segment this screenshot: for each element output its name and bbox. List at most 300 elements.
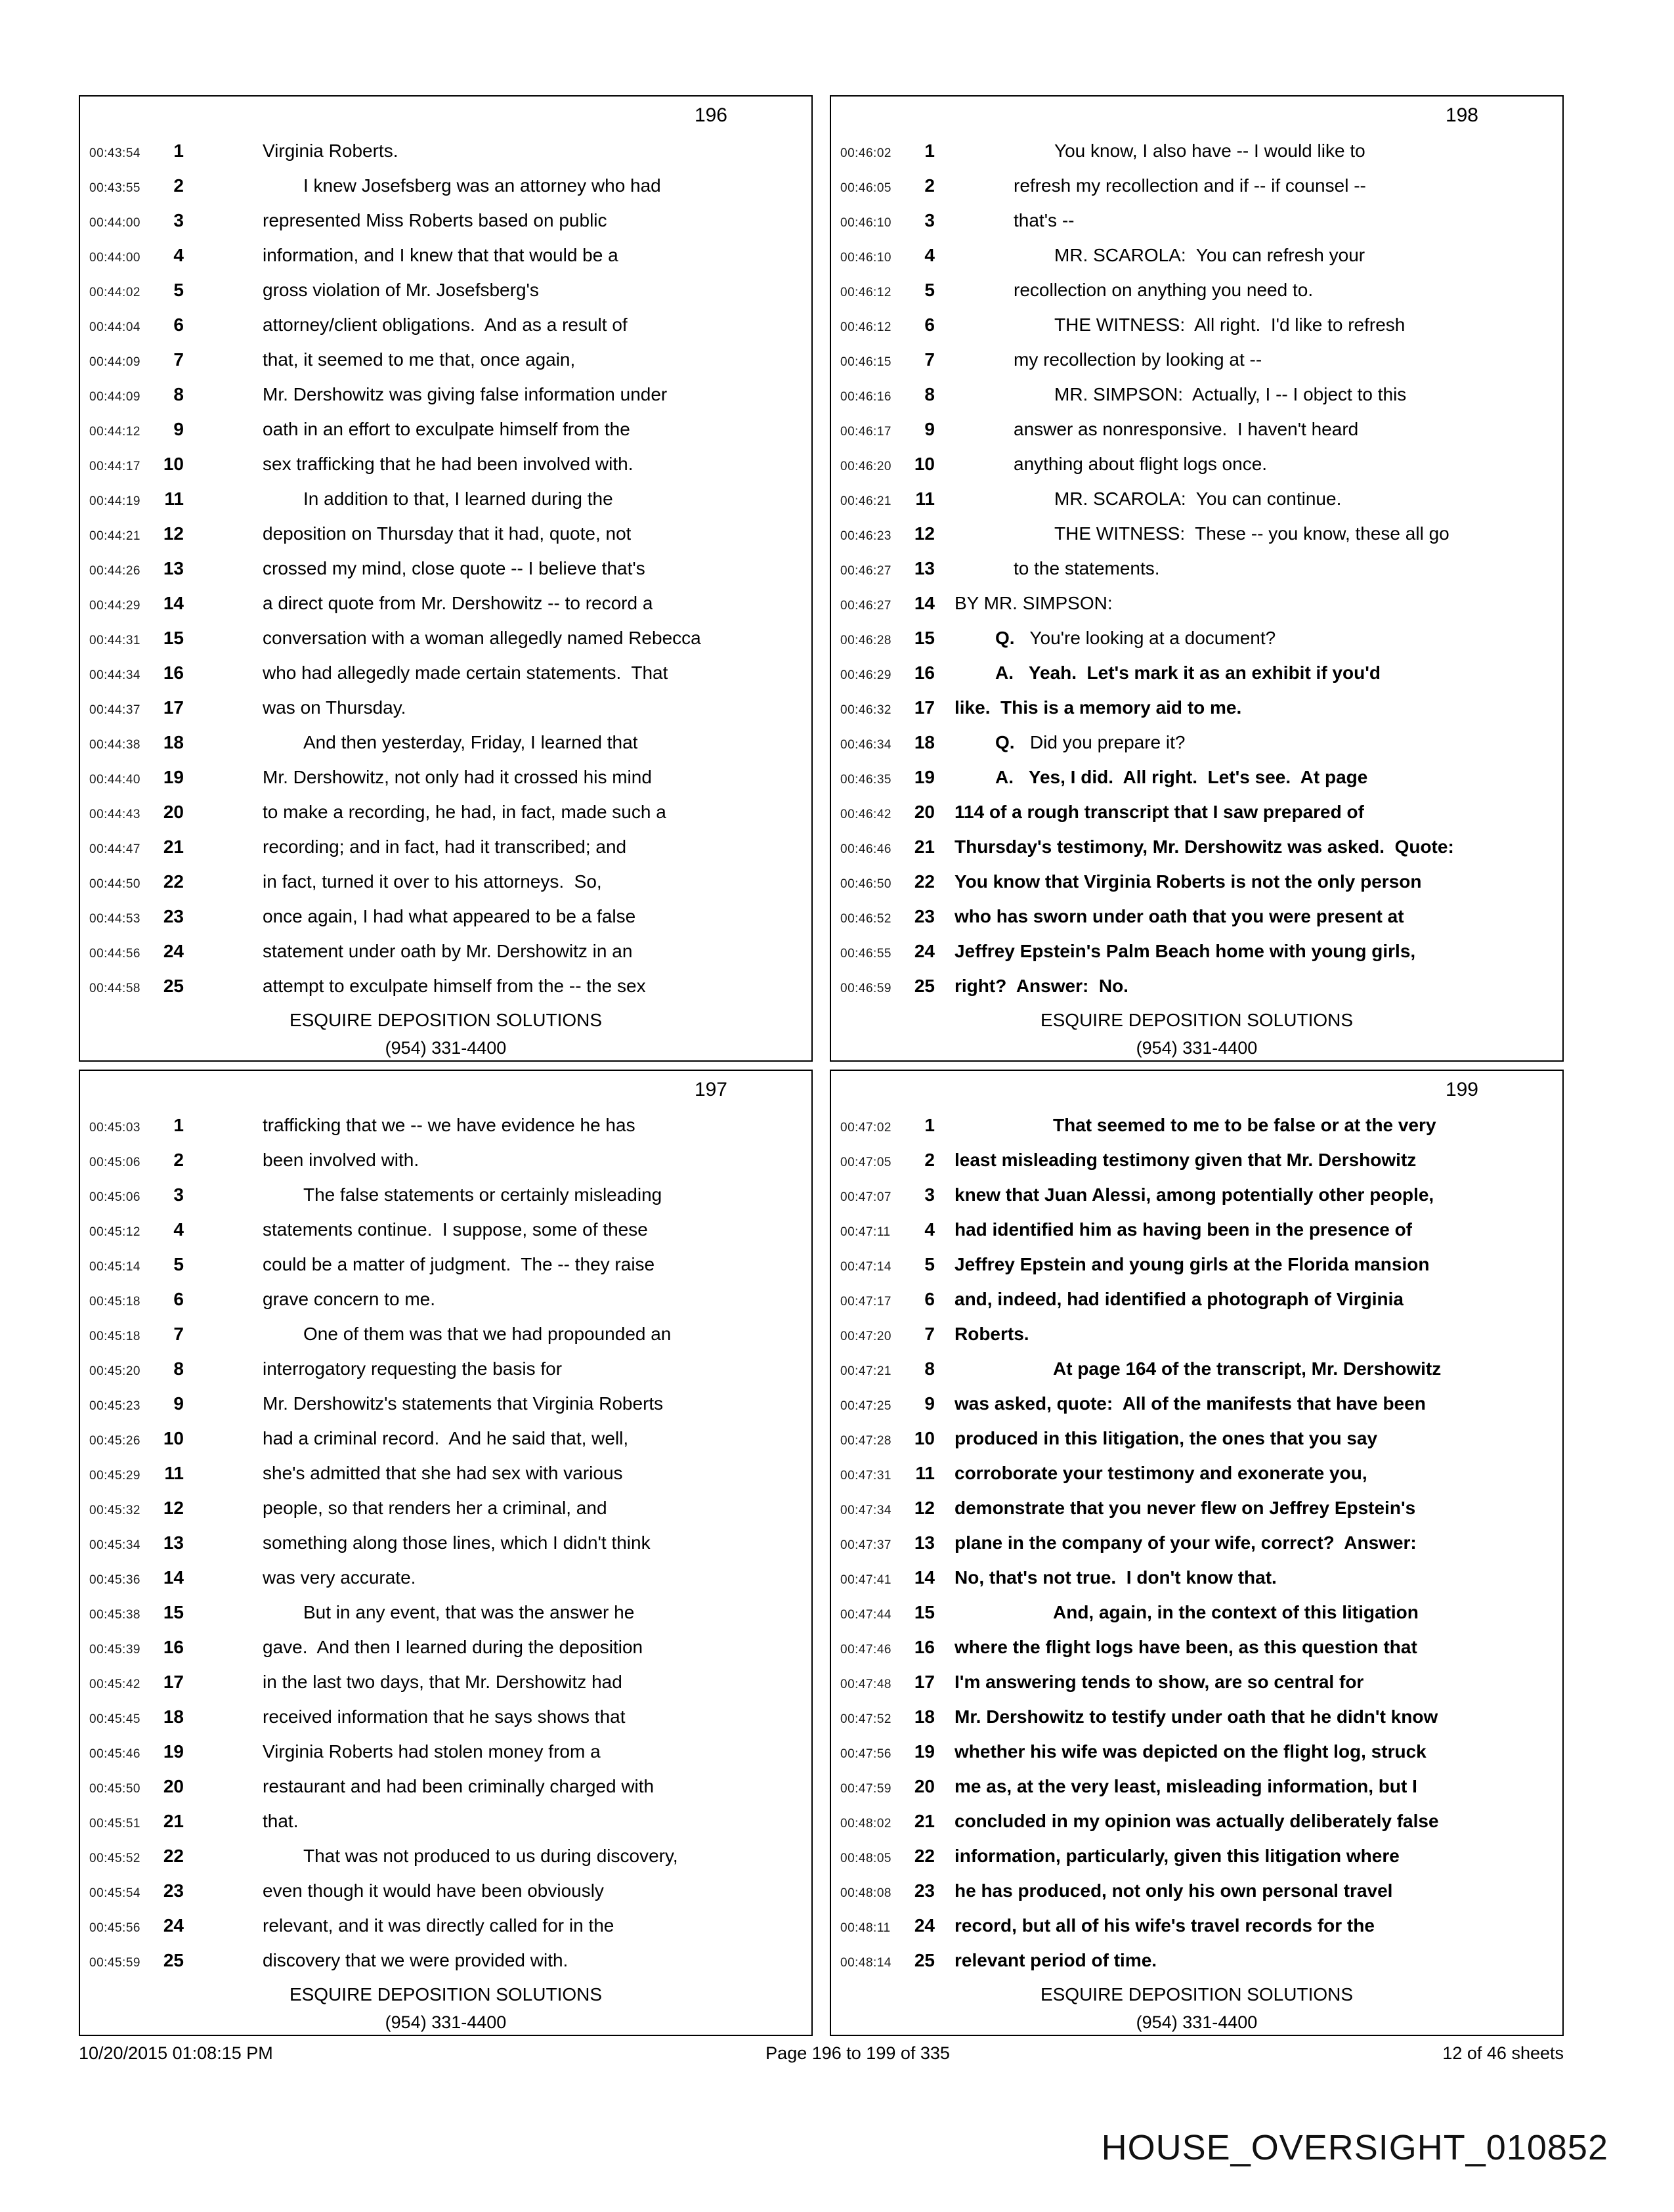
line-text: corroborate your testimony and exonerate you, [955, 1463, 1367, 1483]
transcript-line [80, 899, 811, 934]
timestamp: 00:44:50 [89, 877, 140, 891]
line-number: 24 [914, 1915, 935, 1936]
line-number: 23 [914, 906, 935, 926]
line-text: statement under oath by Mr. Dershowitz in an [263, 941, 633, 961]
line-text: That seemed to me to be false or at the very [1053, 1115, 1436, 1135]
transcript-line [831, 307, 1562, 342]
timestamp: 00:46:50 [840, 877, 891, 891]
line-text: refresh my recollection and if -- if counsel -- [1014, 175, 1366, 196]
line-text: represented Miss Roberts based on public [263, 210, 607, 230]
timestamp: 00:44:38 [89, 738, 140, 752]
line-number: 16 [914, 662, 935, 683]
transcript-line [831, 1734, 1562, 1769]
line-text: A. Yeah. Let's mark it as an exhibit if you'd [995, 662, 1381, 683]
transcript-line [80, 377, 811, 412]
timestamp: 00:46:21 [840, 494, 891, 508]
transcript-line [831, 342, 1562, 377]
transcript-line [80, 168, 811, 203]
line-text: to the statements. [1014, 558, 1160, 578]
timestamp: 00:46:20 [840, 460, 891, 473]
line-number: 12 [163, 1498, 184, 1518]
line-number: 19 [914, 1741, 935, 1762]
line-number: 14 [163, 1567, 184, 1588]
line-number: 5 [173, 280, 184, 300]
transcript-line [831, 1595, 1562, 1630]
line-text: received information that he says shows that [263, 1706, 626, 1727]
line-number: 11 [915, 488, 935, 509]
line-text: statements continue. I suppose, some of these [263, 1219, 648, 1240]
timestamp: 00:46:52 [840, 912, 891, 926]
timestamp: 00:45:23 [89, 1399, 140, 1413]
line-text: trafficking that we -- we have evidence he has [263, 1115, 635, 1135]
line-number: 11 [915, 1463, 935, 1483]
line-number: 6 [924, 314, 935, 335]
transcript-line [80, 655, 811, 690]
timestamp: 00:46:10 [840, 251, 891, 265]
timestamp: 00:44:00 [89, 216, 140, 230]
transcript-line [80, 1560, 811, 1595]
line-text: produced in this litigation, the ones that you say [955, 1428, 1378, 1448]
timestamp: 00:43:54 [89, 146, 140, 160]
transcript-page-196 [79, 95, 813, 1062]
transcript-line [80, 1108, 811, 1142]
line-text: MR. SCAROLA: You can refresh your [1054, 245, 1365, 265]
transcript-line [80, 725, 811, 760]
line-text: Mr. Dershowitz to testify under oath that he didn't know [955, 1706, 1438, 1727]
timestamp: 00:47:41 [840, 1573, 891, 1587]
line-number: 3 [173, 1184, 184, 1205]
timestamp: 00:44:02 [89, 286, 140, 299]
line-text: was on Thursday. [263, 697, 406, 718]
transcript-line [831, 1142, 1562, 1177]
transcript-line [831, 934, 1562, 968]
timestamp: 00:47:46 [840, 1643, 891, 1657]
line-number: 19 [914, 767, 935, 787]
transcript-line [80, 1351, 811, 1386]
timestamp: 00:44:04 [89, 320, 140, 334]
line-number: 7 [924, 349, 935, 370]
line-number: 11 [164, 1463, 184, 1483]
timestamp: 00:47:17 [840, 1295, 891, 1309]
transcript-line [80, 1908, 811, 1943]
line-number: 25 [914, 1950, 935, 1970]
page-lines [80, 1108, 811, 1978]
panel-footer-line2: (954) 331-4400 [385, 2012, 507, 2032]
line-text: in fact, turned it over to his attorneys. So, [263, 871, 602, 892]
line-number: 5 [924, 1254, 935, 1274]
qa-prefix: Q. [995, 732, 1015, 752]
line-number: 1 [924, 141, 935, 161]
timestamp: 00:44:34 [89, 668, 140, 682]
transcript-line [831, 238, 1562, 272]
transcript-line [80, 1386, 811, 1421]
line-text: I knew Josefsberg was an attorney who had [303, 175, 661, 196]
timestamp: 00:48:05 [840, 1852, 891, 1865]
transcript-line [80, 794, 811, 829]
timestamp: 00:46:28 [840, 634, 891, 647]
transcript-line [831, 690, 1562, 725]
timestamp: 00:44:09 [89, 390, 140, 404]
footer-sheet-count: 12 of 46 sheets [1442, 2043, 1564, 2063]
line-number: 4 [173, 1219, 184, 1240]
line-number: 14 [163, 593, 184, 613]
line-number: 3 [173, 210, 184, 230]
transcript-line [831, 1177, 1562, 1212]
timestamp: 00:47:20 [840, 1330, 891, 1343]
timestamp: 00:47:05 [840, 1156, 891, 1169]
timestamp: 00:45:29 [89, 1469, 140, 1483]
timestamp: 00:46:15 [840, 355, 891, 369]
line-text: concluded in my opinion was actually deliberately false [955, 1811, 1439, 1831]
panel-footer-line2: (954) 331-4400 [1136, 2012, 1258, 2032]
timestamp: 00:47:07 [840, 1190, 891, 1204]
timestamp: 00:47:52 [840, 1712, 891, 1726]
transcript-line [831, 725, 1562, 760]
timestamp: 00:45:14 [89, 1260, 140, 1274]
timestamp: 00:44:26 [89, 564, 140, 578]
line-number: 13 [163, 1532, 184, 1553]
transcript-line [80, 1177, 811, 1212]
line-text: was asked, quote: All of the manifests that have been [955, 1393, 1426, 1414]
page-lines [80, 133, 811, 1003]
timestamp: 00:45:38 [89, 1608, 140, 1622]
page-number: 196 [694, 104, 727, 126]
timestamp: 00:46:42 [840, 808, 891, 821]
timestamp: 00:45:06 [89, 1190, 140, 1204]
line-number: 13 [914, 558, 935, 578]
line-text: discovery that we were provided with. [263, 1950, 569, 1970]
timestamp: 00:45:26 [89, 1434, 140, 1448]
line-number: 8 [173, 1358, 184, 1379]
line-number: 20 [914, 1776, 935, 1796]
line-text: You know, I also have -- I would like to [1054, 141, 1365, 161]
transcript-line [831, 1769, 1562, 1804]
line-text: restaurant and had been criminally charged with [263, 1776, 655, 1796]
transcript-line [80, 238, 811, 272]
line-number: 7 [173, 1324, 184, 1344]
transcript-line [80, 272, 811, 307]
line-number: 21 [914, 836, 935, 857]
line-number: 10 [914, 454, 935, 474]
line-number: 13 [914, 1532, 935, 1553]
line-text: Q. Did you prepare it? [995, 732, 1186, 752]
line-number: 24 [163, 1915, 184, 1936]
line-text: that. [263, 1811, 299, 1831]
timestamp: 00:45:20 [89, 1364, 140, 1378]
line-number: 2 [924, 1150, 935, 1170]
timestamp: 00:44:37 [89, 703, 140, 717]
timestamp: 00:46:59 [840, 982, 891, 995]
timestamp: 00:46:32 [840, 703, 891, 717]
transcript-line [80, 1943, 811, 1978]
line-text: THE WITNESS: All right. I'd like to refresh [1054, 314, 1406, 335]
line-number: 20 [163, 802, 184, 822]
timestamp: 00:45:36 [89, 1573, 140, 1587]
timestamp: 00:44:09 [89, 355, 140, 369]
line-text: relevant, and it was directly called for in the [263, 1915, 614, 1936]
transcript-page-198 [830, 95, 1564, 1062]
line-number: 22 [914, 1846, 935, 1866]
line-text: whether his wife was depicted on the flight log, struck [955, 1741, 1427, 1762]
transcript-line [80, 446, 811, 481]
panel-footer-line1: ESQUIRE DEPOSITION SOLUTIONS [1040, 1984, 1354, 2005]
line-number: 23 [163, 1880, 184, 1901]
line-number: 20 [163, 1776, 184, 1796]
transcript-line [831, 1908, 1562, 1943]
timestamp: 00:46:27 [840, 599, 891, 613]
timestamp: 00:44:17 [89, 460, 140, 473]
line-number: 10 [163, 454, 184, 474]
line-text: attorney/client obligations. And as a result of [263, 314, 628, 335]
panel-footer-line1: ESQUIRE DEPOSITION SOLUTIONS [289, 1010, 603, 1030]
timestamp: 00:45:18 [89, 1295, 140, 1309]
line-number: 1 [173, 141, 184, 161]
transcript-line [831, 1630, 1562, 1664]
transcript-line [80, 1421, 811, 1456]
line-text: grave concern to me. [263, 1289, 436, 1309]
line-text: that's -- [1014, 210, 1075, 230]
line-number: 11 [164, 488, 184, 509]
transcript-line [831, 864, 1562, 899]
timestamp: 00:47:21 [840, 1364, 891, 1378]
line-text: deposition on Thursday that it had, quote, not [263, 523, 632, 544]
transcript-line [80, 1630, 811, 1664]
timestamp: 00:44:21 [89, 529, 140, 543]
line-number: 23 [163, 906, 184, 926]
timestamp: 00:47:31 [840, 1469, 891, 1483]
transcript-line [80, 760, 811, 794]
line-number: 17 [163, 697, 184, 718]
timestamp: 00:45:03 [89, 1121, 140, 1135]
transcript-line [831, 1490, 1562, 1525]
transcript-line [80, 412, 811, 446]
timestamp: 00:46:29 [840, 668, 891, 682]
transcript-line [80, 1316, 811, 1351]
line-number: 9 [924, 1393, 935, 1414]
line-text: once again, I had what appeared to be a false [263, 906, 636, 926]
line-text: people, so that renders her a criminal, and [263, 1498, 607, 1518]
line-number: 25 [163, 1950, 184, 1970]
timestamp: 00:44:40 [89, 773, 140, 787]
timestamp: 00:45:52 [89, 1852, 140, 1865]
timestamp: 00:46:17 [840, 425, 891, 439]
timestamp: 00:47:59 [840, 1782, 891, 1796]
line-number: 20 [914, 802, 935, 822]
line-text: But in any event, that was the answer he [303, 1602, 635, 1622]
timestamp: 00:45:32 [89, 1504, 140, 1517]
line-text: gross violation of Mr. Josefsberg's [263, 280, 539, 300]
line-text: gave. And then I learned during the deposition [263, 1637, 643, 1657]
line-number: 17 [914, 697, 935, 718]
page-number: 199 [1445, 1079, 1478, 1100]
line-number: 14 [914, 593, 935, 613]
line-number: 12 [914, 523, 935, 544]
timestamp: 00:48:11 [840, 1921, 891, 1935]
transcript-line [831, 1664, 1562, 1699]
line-number: 22 [914, 871, 935, 892]
pages-grid [79, 95, 1564, 2036]
line-number: 19 [163, 1741, 184, 1762]
panel-footer-line1: ESQUIRE DEPOSITION SOLUTIONS [289, 1984, 603, 2005]
transcript-line [831, 1560, 1562, 1595]
timestamp: 00:44:19 [89, 494, 140, 508]
line-text: in the last two days, that Mr. Dershowitz had [263, 1672, 622, 1692]
timestamp: 00:46:35 [840, 773, 891, 787]
page-number: 198 [1445, 104, 1478, 126]
timestamp: 00:44:58 [89, 982, 140, 995]
line-text: conversation with a woman allegedly named Rebecca [263, 628, 701, 648]
doc-footer [79, 2043, 1564, 2064]
line-number: 9 [173, 1393, 184, 1414]
transcript-line [831, 1525, 1562, 1560]
timestamp: 00:45:39 [89, 1643, 140, 1657]
transcript-line [80, 1490, 811, 1525]
timestamp: 00:47:02 [840, 1121, 891, 1135]
line-text: Jeffrey Epstein's Palm Beach home with young girls, [955, 941, 1416, 961]
line-text: me as, at the very least, misleading information, but I [955, 1776, 1417, 1796]
timestamp: 00:45:06 [89, 1156, 140, 1169]
line-number: 10 [163, 1428, 184, 1448]
line-number: 8 [924, 384, 935, 404]
line-text: answer as nonresponsive. I haven't heard [1014, 419, 1359, 439]
line-number: 12 [163, 523, 184, 544]
timestamp: 00:45:51 [89, 1817, 140, 1831]
transcript-line [80, 342, 811, 377]
line-number: 24 [914, 941, 935, 961]
line-number: 16 [163, 1637, 184, 1657]
line-text: 114 of a rough transcript that I saw prepared of [955, 802, 1364, 822]
line-text: MR. SCAROLA: You can continue. [1054, 488, 1342, 509]
line-text: Mr. Dershowitz, not only had it crossed his mind [263, 767, 652, 787]
line-text: something along those lines, which I didn't think [263, 1532, 651, 1553]
transcript-line [80, 203, 811, 238]
line-text: he has produced, not only his own personal travel [955, 1880, 1393, 1901]
transcript-line [80, 551, 811, 586]
line-text: The false statements or certainly misleading [303, 1184, 662, 1205]
line-text: recording; and in fact, had it transcribed; and [263, 836, 627, 857]
line-text: crossed my mind, close quote -- I believe that's [263, 558, 645, 578]
line-text: least misleading testimony given that Mr. Dershowitz [955, 1150, 1417, 1170]
line-number: 2 [173, 1150, 184, 1170]
timestamp: 00:45:42 [89, 1678, 140, 1691]
line-number: 3 [924, 1184, 935, 1205]
timestamp: 00:45:34 [89, 1538, 140, 1552]
timestamp: 00:47:14 [840, 1260, 891, 1274]
line-number: 15 [914, 1602, 935, 1622]
line-number: 3 [924, 210, 935, 230]
timestamp: 00:47:34 [840, 1504, 891, 1517]
transcript-line [831, 1456, 1562, 1490]
line-text: Virginia Roberts. [263, 141, 398, 161]
line-number: 14 [914, 1567, 935, 1588]
timestamp: 00:45:18 [89, 1330, 140, 1343]
line-number: 16 [914, 1637, 935, 1657]
timestamp: 00:44:12 [89, 425, 140, 439]
timestamp: 00:44:43 [89, 808, 140, 821]
page-lines [831, 1108, 1562, 1978]
page-lines [831, 133, 1562, 1003]
transcript-line [831, 899, 1562, 934]
line-number: 10 [914, 1428, 935, 1448]
transcript-line [831, 1873, 1562, 1908]
line-text: a direct quote from Mr. Dershowitz -- to record a [263, 593, 653, 613]
timestamp: 00:45:45 [89, 1712, 140, 1726]
timestamp: 00:46:16 [840, 390, 891, 404]
line-text: like. This is a memory aid to me. [955, 697, 1242, 718]
timestamp: 00:44:29 [89, 599, 140, 613]
line-number: 6 [173, 1289, 184, 1309]
footer-page-range: Page 196 to 199 of 335 [765, 2043, 950, 2063]
line-text: where the flight logs have been, as this question that [955, 1637, 1417, 1657]
transcript-line [831, 1699, 1562, 1734]
transcript-line [831, 1316, 1562, 1351]
qa-prefix: A. [995, 767, 1014, 787]
transcript-line [831, 829, 1562, 864]
line-number: 7 [924, 1324, 935, 1344]
line-number: 16 [163, 662, 184, 683]
transcript-line [831, 586, 1562, 620]
line-number: 8 [924, 1358, 935, 1379]
line-text: Thursday's testimony, Mr. Dershowitz was asked. Quote: [955, 836, 1454, 857]
line-number: 1 [924, 1115, 935, 1135]
line-text: information, and I knew that that would be a [263, 245, 618, 265]
transcript-line [831, 655, 1562, 690]
timestamp: 00:47:48 [840, 1678, 891, 1691]
timestamp: 00:46:12 [840, 286, 891, 299]
line-text: who has sworn under oath that you were present at [955, 906, 1404, 926]
line-text: knew that Juan Alessi, among potentially other people, [955, 1184, 1434, 1205]
timestamp: 00:45:56 [89, 1921, 140, 1935]
line-text: Roberts. [955, 1324, 1029, 1344]
line-number: 13 [163, 558, 184, 578]
transcript-line [80, 1212, 811, 1247]
transcript-line [831, 481, 1562, 516]
line-text: Q. You're looking at a document? [995, 628, 1276, 648]
transcript-line [80, 1282, 811, 1316]
transcript-line [80, 1769, 811, 1804]
line-number: 6 [173, 314, 184, 335]
timestamp: 00:46:46 [840, 842, 891, 856]
timestamp: 00:46:27 [840, 564, 891, 578]
line-number: 15 [914, 628, 935, 648]
transcript-line [80, 829, 811, 864]
timestamp: 00:47:37 [840, 1538, 891, 1552]
line-number: 17 [914, 1672, 935, 1692]
transcript-line [80, 1525, 811, 1560]
transcript-line [831, 1838, 1562, 1873]
line-text: anything about flight logs once. [1014, 454, 1268, 474]
transcript-line [80, 1873, 811, 1908]
line-number: 15 [163, 628, 184, 648]
timestamp: 00:47:25 [840, 1399, 891, 1413]
line-text: could be a matter of judgment. The -- they raise [263, 1254, 655, 1274]
line-text: she's admitted that she had sex with various [263, 1463, 623, 1483]
timestamp: 00:43:55 [89, 181, 140, 195]
timestamp: 00:45:59 [89, 1956, 140, 1970]
transcript-line [80, 133, 811, 168]
line-number: 6 [924, 1289, 935, 1309]
timestamp: 00:48:08 [840, 1886, 891, 1900]
line-text: At page 164 of the transcript, Mr. Dershowitz [1053, 1358, 1442, 1379]
transcript-line [80, 1595, 811, 1630]
transcript-line [831, 968, 1562, 1003]
transcript-line [831, 168, 1562, 203]
transcript-line [80, 307, 811, 342]
line-text: BY MR. SIMPSON: [955, 593, 1113, 613]
timestamp: 00:46:10 [840, 216, 891, 230]
qa-prefix: A. [995, 662, 1014, 683]
line-text: I'm answering tends to show, are so central for [955, 1672, 1364, 1692]
